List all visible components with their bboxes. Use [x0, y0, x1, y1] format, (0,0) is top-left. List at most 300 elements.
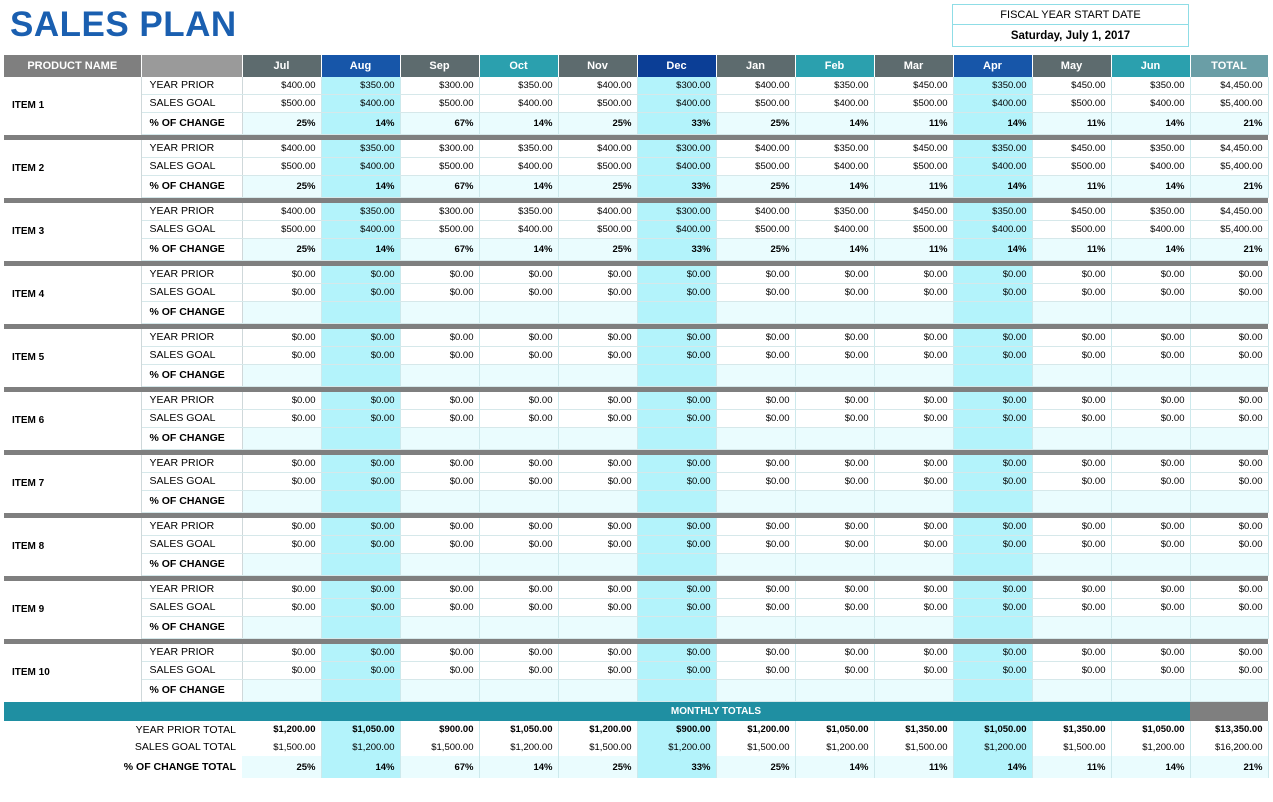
value-cell[interactable]: 25% [242, 756, 321, 778]
value-cell[interactable]: $0.00 [953, 581, 1032, 598]
value-cell[interactable]: $0.00 [716, 283, 795, 301]
value-cell[interactable]: $0.00 [795, 346, 874, 364]
value-cell[interactable] [321, 427, 400, 449]
value-cell[interactable]: $0.00 [874, 644, 953, 661]
item-name[interactable]: ITEM 6 [4, 392, 141, 449]
value-cell[interactable]: $400.00 [716, 77, 795, 94]
value-cell[interactable]: $900.00 [400, 721, 479, 738]
value-cell[interactable] [874, 301, 953, 323]
value-cell[interactable] [874, 490, 953, 512]
value-cell[interactable]: $0.00 [1111, 455, 1190, 472]
value-cell[interactable] [242, 427, 321, 449]
value-cell[interactable]: 14% [479, 756, 558, 778]
value-cell[interactable]: $1,500.00 [716, 738, 795, 756]
value-cell[interactable]: $0.00 [874, 392, 953, 409]
value-cell[interactable]: $0.00 [242, 455, 321, 472]
value-cell[interactable]: $0.00 [1032, 392, 1111, 409]
value-cell[interactable]: $0.00 [1111, 661, 1190, 679]
value-cell[interactable] [400, 301, 479, 323]
value-cell[interactable]: $350.00 [953, 140, 1032, 157]
value-cell[interactable]: $0.00 [400, 518, 479, 535]
value-cell[interactable] [479, 301, 558, 323]
value-cell[interactable]: $500.00 [400, 157, 479, 175]
total-cell[interactable]: $4,450.00 [1190, 203, 1268, 220]
value-cell[interactable]: $400.00 [321, 94, 400, 112]
value-cell[interactable]: $300.00 [400, 77, 479, 94]
value-cell[interactable] [874, 364, 953, 386]
value-cell[interactable]: $0.00 [242, 392, 321, 409]
value-cell[interactable]: 25% [558, 238, 637, 260]
item-name[interactable]: ITEM 10 [4, 644, 141, 701]
value-cell[interactable]: $1,350.00 [874, 721, 953, 738]
value-cell[interactable] [795, 301, 874, 323]
value-cell[interactable]: $0.00 [242, 472, 321, 490]
value-cell[interactable]: $0.00 [1111, 329, 1190, 346]
value-cell[interactable]: $500.00 [1032, 94, 1111, 112]
value-cell[interactable]: $1,200.00 [1111, 738, 1190, 756]
value-cell[interactable]: $400.00 [321, 220, 400, 238]
value-cell[interactable] [1111, 553, 1190, 575]
value-cell[interactable]: 25% [716, 756, 795, 778]
value-cell[interactable] [479, 427, 558, 449]
value-cell[interactable]: $400.00 [716, 140, 795, 157]
value-cell[interactable]: $0.00 [637, 661, 716, 679]
value-cell[interactable] [558, 616, 637, 638]
value-cell[interactable] [637, 679, 716, 701]
value-cell[interactable] [716, 301, 795, 323]
value-cell[interactable] [1032, 679, 1111, 701]
value-cell[interactable]: $0.00 [637, 329, 716, 346]
value-cell[interactable]: 25% [558, 756, 637, 778]
total-cell[interactable]: $0.00 [1190, 455, 1268, 472]
value-cell[interactable] [400, 490, 479, 512]
value-cell[interactable]: 14% [321, 112, 400, 134]
value-cell[interactable] [321, 364, 400, 386]
value-cell[interactable]: $0.00 [795, 581, 874, 598]
value-cell[interactable]: $450.00 [874, 203, 953, 220]
value-cell[interactable] [716, 490, 795, 512]
value-cell[interactable] [242, 616, 321, 638]
value-cell[interactable] [953, 553, 1032, 575]
value-cell[interactable]: $0.00 [558, 581, 637, 598]
value-cell[interactable]: $350.00 [795, 77, 874, 94]
value-cell[interactable]: $450.00 [874, 140, 953, 157]
value-cell[interactable]: $500.00 [874, 94, 953, 112]
value-cell[interactable] [637, 427, 716, 449]
value-cell[interactable]: $0.00 [400, 392, 479, 409]
value-cell[interactable]: $0.00 [242, 661, 321, 679]
total-cell[interactable]: 21% [1190, 756, 1268, 778]
total-cell[interactable]: $0.00 [1190, 472, 1268, 490]
value-cell[interactable]: 14% [1111, 175, 1190, 197]
value-cell[interactable]: 14% [795, 238, 874, 260]
value-cell[interactable] [558, 553, 637, 575]
value-cell[interactable]: $500.00 [558, 157, 637, 175]
value-cell[interactable] [558, 679, 637, 701]
value-cell[interactable] [1111, 301, 1190, 323]
value-cell[interactable]: $300.00 [400, 203, 479, 220]
value-cell[interactable] [637, 364, 716, 386]
value-cell[interactable]: $0.00 [637, 598, 716, 616]
value-cell[interactable]: $400.00 [558, 77, 637, 94]
value-cell[interactable]: $350.00 [953, 203, 1032, 220]
value-cell[interactable]: $0.00 [1111, 346, 1190, 364]
item-name[interactable]: ITEM 1 [4, 77, 141, 134]
value-cell[interactable]: $0.00 [479, 535, 558, 553]
value-cell[interactable] [242, 301, 321, 323]
value-cell[interactable]: $0.00 [1111, 392, 1190, 409]
value-cell[interactable]: 25% [716, 175, 795, 197]
value-cell[interactable]: 25% [242, 175, 321, 197]
value-cell[interactable]: $0.00 [242, 518, 321, 535]
value-cell[interactable]: $500.00 [716, 220, 795, 238]
value-cell[interactable]: $0.00 [242, 581, 321, 598]
value-cell[interactable] [1111, 616, 1190, 638]
value-cell[interactable]: $0.00 [479, 644, 558, 661]
value-cell[interactable]: $0.00 [874, 598, 953, 616]
value-cell[interactable]: $0.00 [953, 409, 1032, 427]
value-cell[interactable]: $0.00 [874, 329, 953, 346]
value-cell[interactable]: $0.00 [953, 455, 1032, 472]
value-cell[interactable]: $0.00 [400, 266, 479, 283]
value-cell[interactable]: $400.00 [558, 140, 637, 157]
value-cell[interactable] [400, 427, 479, 449]
value-cell[interactable]: $0.00 [953, 266, 1032, 283]
value-cell[interactable] [716, 427, 795, 449]
value-cell[interactable]: $0.00 [1111, 518, 1190, 535]
total-cell[interactable]: $0.00 [1190, 518, 1268, 535]
value-cell[interactable]: $0.00 [795, 661, 874, 679]
value-cell[interactable] [953, 490, 1032, 512]
value-cell[interactable]: $0.00 [716, 329, 795, 346]
value-cell[interactable]: $500.00 [558, 220, 637, 238]
value-cell[interactable]: 14% [1111, 238, 1190, 260]
value-cell[interactable]: $0.00 [795, 266, 874, 283]
item-name[interactable]: ITEM 5 [4, 329, 141, 386]
value-cell[interactable] [795, 427, 874, 449]
value-cell[interactable]: $0.00 [321, 346, 400, 364]
value-cell[interactable]: 25% [716, 112, 795, 134]
value-cell[interactable]: $0.00 [1111, 644, 1190, 661]
value-cell[interactable]: 33% [637, 175, 716, 197]
value-cell[interactable]: 11% [874, 238, 953, 260]
value-cell[interactable]: $0.00 [1111, 283, 1190, 301]
value-cell[interactable]: $0.00 [795, 518, 874, 535]
value-cell[interactable]: $350.00 [321, 140, 400, 157]
value-cell[interactable]: $400.00 [242, 77, 321, 94]
value-cell[interactable]: $0.00 [242, 329, 321, 346]
value-cell[interactable]: 67% [400, 175, 479, 197]
value-cell[interactable]: $0.00 [953, 644, 1032, 661]
value-cell[interactable]: $400.00 [637, 220, 716, 238]
value-cell[interactable]: $1,200.00 [953, 738, 1032, 756]
value-cell[interactable]: $0.00 [637, 518, 716, 535]
value-cell[interactable]: $0.00 [1032, 598, 1111, 616]
value-cell[interactable]: $400.00 [716, 203, 795, 220]
value-cell[interactable]: $0.00 [716, 266, 795, 283]
total-cell[interactable]: 21% [1190, 175, 1268, 197]
value-cell[interactable] [242, 679, 321, 701]
value-cell[interactable]: $0.00 [1032, 535, 1111, 553]
value-cell[interactable]: $400.00 [1111, 157, 1190, 175]
value-cell[interactable]: $0.00 [479, 409, 558, 427]
value-cell[interactable] [874, 616, 953, 638]
value-cell[interactable]: 14% [321, 238, 400, 260]
value-cell[interactable]: $0.00 [953, 392, 1032, 409]
value-cell[interactable]: $0.00 [242, 283, 321, 301]
value-cell[interactable] [716, 364, 795, 386]
value-cell[interactable]: $0.00 [716, 598, 795, 616]
value-cell[interactable]: $0.00 [795, 598, 874, 616]
value-cell[interactable]: $450.00 [1032, 77, 1111, 94]
value-cell[interactable] [953, 364, 1032, 386]
value-cell[interactable]: $0.00 [1032, 661, 1111, 679]
item-name[interactable]: ITEM 9 [4, 581, 141, 638]
value-cell[interactable]: $0.00 [953, 598, 1032, 616]
value-cell[interactable]: $400.00 [479, 94, 558, 112]
value-cell[interactable]: 33% [637, 756, 716, 778]
value-cell[interactable]: $0.00 [242, 346, 321, 364]
value-cell[interactable]: $0.00 [1032, 472, 1111, 490]
value-cell[interactable]: $400.00 [242, 203, 321, 220]
value-cell[interactable]: $0.00 [716, 455, 795, 472]
total-cell[interactable] [1190, 364, 1268, 386]
value-cell[interactable]: $0.00 [795, 283, 874, 301]
value-cell[interactable]: $0.00 [400, 598, 479, 616]
value-cell[interactable] [795, 553, 874, 575]
value-cell[interactable]: $0.00 [321, 283, 400, 301]
value-cell[interactable]: $0.00 [242, 409, 321, 427]
value-cell[interactable]: $450.00 [1032, 140, 1111, 157]
value-cell[interactable]: $0.00 [716, 346, 795, 364]
value-cell[interactable]: $0.00 [716, 518, 795, 535]
value-cell[interactable]: $400.00 [558, 203, 637, 220]
value-cell[interactable]: $0.00 [1111, 535, 1190, 553]
value-cell[interactable] [1032, 616, 1111, 638]
value-cell[interactable]: 11% [1032, 238, 1111, 260]
value-cell[interactable]: 25% [242, 238, 321, 260]
value-cell[interactable]: $400.00 [953, 220, 1032, 238]
value-cell[interactable] [874, 679, 953, 701]
value-cell[interactable] [400, 553, 479, 575]
value-cell[interactable] [558, 427, 637, 449]
value-cell[interactable]: 14% [479, 238, 558, 260]
value-cell[interactable]: $350.00 [795, 203, 874, 220]
value-cell[interactable]: $1,500.00 [242, 738, 321, 756]
value-cell[interactable]: $0.00 [637, 455, 716, 472]
total-cell[interactable]: $5,400.00 [1190, 157, 1268, 175]
value-cell[interactable]: $0.00 [479, 266, 558, 283]
value-cell[interactable]: $1,050.00 [321, 721, 400, 738]
value-cell[interactable]: $1,050.00 [795, 721, 874, 738]
value-cell[interactable]: $350.00 [479, 77, 558, 94]
value-cell[interactable] [1032, 364, 1111, 386]
value-cell[interactable]: $0.00 [400, 661, 479, 679]
value-cell[interactable] [637, 616, 716, 638]
value-cell[interactable]: 14% [953, 238, 1032, 260]
item-name[interactable]: ITEM 2 [4, 140, 141, 197]
value-cell[interactable]: $0.00 [1111, 598, 1190, 616]
value-cell[interactable] [479, 490, 558, 512]
total-cell[interactable]: $0.00 [1190, 409, 1268, 427]
value-cell[interactable]: $450.00 [874, 77, 953, 94]
item-name[interactable]: ITEM 8 [4, 518, 141, 575]
value-cell[interactable] [953, 301, 1032, 323]
value-cell[interactable]: $0.00 [558, 661, 637, 679]
value-cell[interactable]: $1,200.00 [558, 721, 637, 738]
value-cell[interactable]: $0.00 [795, 535, 874, 553]
value-cell[interactable]: $500.00 [242, 94, 321, 112]
value-cell[interactable]: $0.00 [321, 644, 400, 661]
value-cell[interactable]: $0.00 [242, 535, 321, 553]
value-cell[interactable]: $1,500.00 [558, 738, 637, 756]
value-cell[interactable]: $0.00 [242, 644, 321, 661]
total-cell[interactable]: $0.00 [1190, 346, 1268, 364]
value-cell[interactable]: $0.00 [321, 535, 400, 553]
value-cell[interactable]: $400.00 [953, 157, 1032, 175]
value-cell[interactable]: $0.00 [479, 455, 558, 472]
value-cell[interactable]: $0.00 [400, 329, 479, 346]
value-cell[interactable]: $0.00 [558, 472, 637, 490]
value-cell[interactable]: $0.00 [558, 535, 637, 553]
value-cell[interactable]: 11% [1032, 175, 1111, 197]
value-cell[interactable]: $500.00 [242, 157, 321, 175]
total-cell[interactable]: $0.00 [1190, 266, 1268, 283]
value-cell[interactable]: $0.00 [637, 581, 716, 598]
value-cell[interactable]: $0.00 [637, 392, 716, 409]
value-cell[interactable] [795, 679, 874, 701]
value-cell[interactable]: 14% [953, 756, 1032, 778]
value-cell[interactable]: $300.00 [637, 203, 716, 220]
value-cell[interactable]: 14% [321, 175, 400, 197]
value-cell[interactable] [716, 679, 795, 701]
value-cell[interactable]: $400.00 [479, 157, 558, 175]
total-cell[interactable]: 21% [1190, 112, 1268, 134]
value-cell[interactable]: $0.00 [874, 283, 953, 301]
value-cell[interactable]: $0.00 [1032, 346, 1111, 364]
value-cell[interactable]: $900.00 [637, 721, 716, 738]
value-cell[interactable]: $0.00 [874, 472, 953, 490]
value-cell[interactable]: $500.00 [400, 94, 479, 112]
total-cell[interactable]: $0.00 [1190, 283, 1268, 301]
value-cell[interactable] [400, 616, 479, 638]
value-cell[interactable]: $400.00 [637, 94, 716, 112]
total-cell[interactable] [1190, 301, 1268, 323]
value-cell[interactable]: $0.00 [1032, 266, 1111, 283]
value-cell[interactable]: $0.00 [321, 329, 400, 346]
value-cell[interactable]: $0.00 [1032, 329, 1111, 346]
value-cell[interactable]: $500.00 [558, 94, 637, 112]
value-cell[interactable] [953, 616, 1032, 638]
value-cell[interactable] [716, 616, 795, 638]
value-cell[interactable]: $0.00 [874, 661, 953, 679]
value-cell[interactable]: $0.00 [479, 598, 558, 616]
value-cell[interactable]: 14% [795, 756, 874, 778]
value-cell[interactable]: 14% [1111, 756, 1190, 778]
value-cell[interactable]: $0.00 [479, 661, 558, 679]
value-cell[interactable]: $0.00 [242, 598, 321, 616]
value-cell[interactable]: $0.00 [558, 598, 637, 616]
value-cell[interactable] [479, 364, 558, 386]
value-cell[interactable] [716, 553, 795, 575]
value-cell[interactable]: $0.00 [795, 392, 874, 409]
value-cell[interactable]: $0.00 [1032, 644, 1111, 661]
value-cell[interactable]: $0.00 [1032, 409, 1111, 427]
value-cell[interactable]: $350.00 [953, 77, 1032, 94]
value-cell[interactable]: $0.00 [321, 661, 400, 679]
value-cell[interactable]: $0.00 [1032, 283, 1111, 301]
value-cell[interactable]: $500.00 [242, 220, 321, 238]
item-name[interactable]: ITEM 4 [4, 266, 141, 323]
total-cell[interactable] [1190, 490, 1268, 512]
value-cell[interactable]: $0.00 [716, 392, 795, 409]
value-cell[interactable]: $0.00 [716, 661, 795, 679]
total-cell[interactable]: $5,400.00 [1190, 220, 1268, 238]
value-cell[interactable] [242, 490, 321, 512]
value-cell[interactable]: $0.00 [795, 455, 874, 472]
value-cell[interactable]: $0.00 [637, 266, 716, 283]
item-name[interactable]: ITEM 3 [4, 203, 141, 260]
value-cell[interactable]: $500.00 [716, 94, 795, 112]
value-cell[interactable]: 14% [479, 112, 558, 134]
total-cell[interactable]: $4,450.00 [1190, 77, 1268, 94]
value-cell[interactable] [558, 490, 637, 512]
value-cell[interactable]: 25% [716, 238, 795, 260]
total-cell[interactable] [1190, 427, 1268, 449]
value-cell[interactable]: $0.00 [479, 581, 558, 598]
value-cell[interactable]: $350.00 [795, 140, 874, 157]
value-cell[interactable]: $0.00 [400, 472, 479, 490]
value-cell[interactable] [1111, 490, 1190, 512]
value-cell[interactable]: 67% [400, 238, 479, 260]
value-cell[interactable]: $0.00 [558, 392, 637, 409]
value-cell[interactable]: 33% [637, 112, 716, 134]
value-cell[interactable]: 67% [400, 756, 479, 778]
value-cell[interactable]: $0.00 [558, 266, 637, 283]
value-cell[interactable]: $0.00 [637, 644, 716, 661]
value-cell[interactable]: $0.00 [479, 472, 558, 490]
value-cell[interactable] [558, 364, 637, 386]
value-cell[interactable]: $0.00 [637, 346, 716, 364]
total-cell[interactable]: 21% [1190, 238, 1268, 260]
value-cell[interactable]: 11% [874, 175, 953, 197]
value-cell[interactable]: $0.00 [795, 472, 874, 490]
value-cell[interactable]: $0.00 [716, 409, 795, 427]
value-cell[interactable] [321, 490, 400, 512]
total-cell[interactable]: $0.00 [1190, 392, 1268, 409]
value-cell[interactable] [953, 427, 1032, 449]
value-cell[interactable]: $0.00 [953, 518, 1032, 535]
value-cell[interactable] [637, 301, 716, 323]
total-cell[interactable]: $0.00 [1190, 598, 1268, 616]
value-cell[interactable]: $0.00 [1032, 581, 1111, 598]
value-cell[interactable]: $0.00 [874, 266, 953, 283]
value-cell[interactable]: $0.00 [479, 283, 558, 301]
value-cell[interactable]: $0.00 [716, 581, 795, 598]
value-cell[interactable]: $0.00 [321, 598, 400, 616]
total-cell[interactable]: $16,200.00 [1190, 738, 1268, 756]
value-cell[interactable]: $1,200.00 [637, 738, 716, 756]
value-cell[interactable]: $350.00 [1111, 77, 1190, 94]
value-cell[interactable]: $0.00 [558, 518, 637, 535]
value-cell[interactable]: 14% [795, 175, 874, 197]
value-cell[interactable]: $0.00 [953, 472, 1032, 490]
value-cell[interactable]: $500.00 [1032, 220, 1111, 238]
value-cell[interactable]: $1,050.00 [1111, 721, 1190, 738]
value-cell[interactable]: $450.00 [1032, 203, 1111, 220]
total-cell[interactable]: $0.00 [1190, 535, 1268, 553]
value-cell[interactable]: $0.00 [400, 581, 479, 598]
